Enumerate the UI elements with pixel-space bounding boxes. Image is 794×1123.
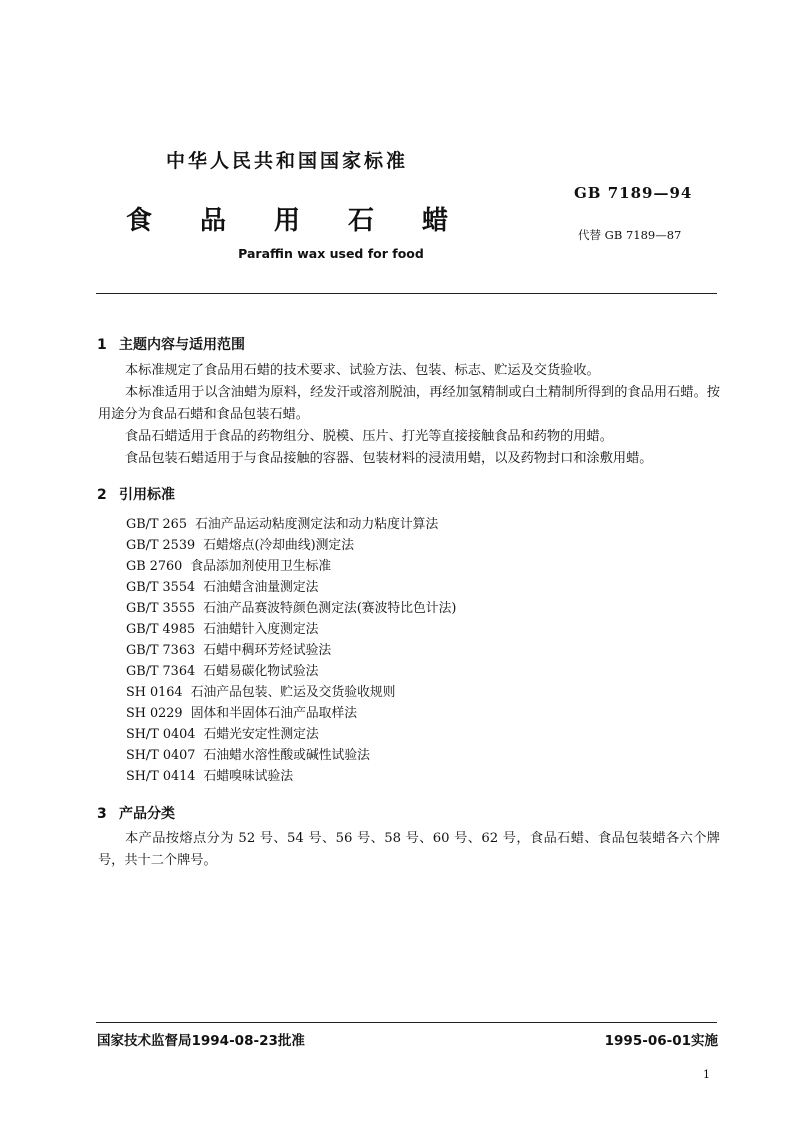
reference-code: GB/T 3555 [126,601,196,616]
reference-item [126,619,456,640]
reference-title: 石油蜡针入度测定法 [203,622,319,637]
reference-code: SH/T 0404 [126,727,196,742]
page-number: 1 [703,1068,710,1081]
section-3-heading [97,803,175,823]
section-title: 主题内容与适用范围 [119,337,245,353]
reference-title: 石蜡易碳化物试验法 [203,664,319,679]
reference-title: 石蜡嗅味试验法 [203,769,294,784]
reference-code: GB/T 4985 [126,622,196,637]
reference-title: 食品添加剂使用卫生标准 [190,559,332,574]
section-title: 引用标准 [119,487,175,503]
reference-item [126,724,456,745]
issuing-country-standard-title: 中华人民共和国国家标准 [165,150,408,172]
header-divider [96,293,717,294]
reference-title: 石蜡中稠环芳烃试验法 [203,643,332,658]
reference-item [126,514,456,535]
reference-title: 石油产品运动粘度测定法和动力粘度计算法 [195,517,439,532]
reference-title: 石油蜡水溶性酸或碱性试验法 [203,748,370,763]
section-number: 2 [97,487,107,503]
reference-item [126,703,456,724]
reference-code: SH/T 0407 [126,748,196,763]
document-title-english: Paraffin wax used for food [238,246,424,261]
section-1-body [98,360,720,470]
reference-item [126,598,456,619]
reference-title: 石蜡光安定性测定法 [203,727,319,742]
standard-number: GB 7189—94 [574,184,693,202]
paragraph: 本标准适用于以含油蜡为原料，经发汗或溶剂脱油，再经加氢精制或白土精制所得到的食品用石蜡。按用途分为食品石蜡和食品包装石蜡。 [98,385,720,422]
section-number: 3 [97,806,107,822]
footer-divider [96,1022,717,1023]
reference-title: 石蜡熔点(冷却曲线)测定法 [203,538,355,553]
section-3-body [98,828,720,872]
paragraph: 食品包装石蜡适用于与食品接触的容器、包装材料的浸渍用蜡，以及药物封口和涂敷用蜡。 [125,451,653,466]
section-2-heading [97,484,175,504]
reference-item [126,661,456,682]
reference-item [126,535,456,556]
reference-item [126,577,456,598]
reference-code: GB 2760 [126,559,183,574]
reference-title: 石油产品赛波特颜色测定法(赛波特比色计法) [203,601,457,616]
section-1-heading [97,334,245,354]
section-number: 1 [97,337,107,353]
effective-date: 1995-06-01实施 [604,1033,718,1049]
paragraph: 食品石蜡适用于食品的药物组分、脱模、压片、打光等直接接触食品和药物的用蜡。 [125,429,613,444]
reference-item [126,766,456,787]
reference-title: 固体和半固体石油产品取样法 [190,706,358,721]
reference-item [126,556,456,577]
reference-list [126,514,456,787]
reference-code: SH 0164 [126,685,183,700]
section-title: 产品分类 [119,806,175,822]
reference-code: SH/T 0414 [126,769,196,784]
reference-code: GB/T 7363 [126,643,196,658]
reference-code: GB/T 7364 [126,664,196,679]
reference-item [126,682,456,703]
reference-item [126,745,456,766]
document-title-chinese: 食品用石蜡 [125,206,496,236]
paragraph: 本标准规定了食品用石蜡的技术要求、试验方法、包装、标志、贮运及交货验收。 [125,363,600,378]
reference-code: GB/T 265 [126,517,187,532]
paragraph: 本产品按熔点分为 52 号、54 号、56 号、58 号、60 号、62 号，食品石蜡、食品包装蜡各六个牌号，共十二个牌号。 [98,831,720,868]
reference-item [126,640,456,661]
reference-code: GB/T 2539 [126,538,196,553]
reference-title: 石油产品包装、贮运及交货验收规则 [190,685,396,700]
approval-statement: 国家技术监督局1994-08-23批准 [97,1033,305,1049]
reference-code: GB/T 3554 [126,580,196,595]
replaces-note: 代替 GB 7189—87 [578,228,682,242]
reference-title: 石油蜡含油量测定法 [203,580,319,595]
reference-code: SH 0229 [126,706,183,721]
